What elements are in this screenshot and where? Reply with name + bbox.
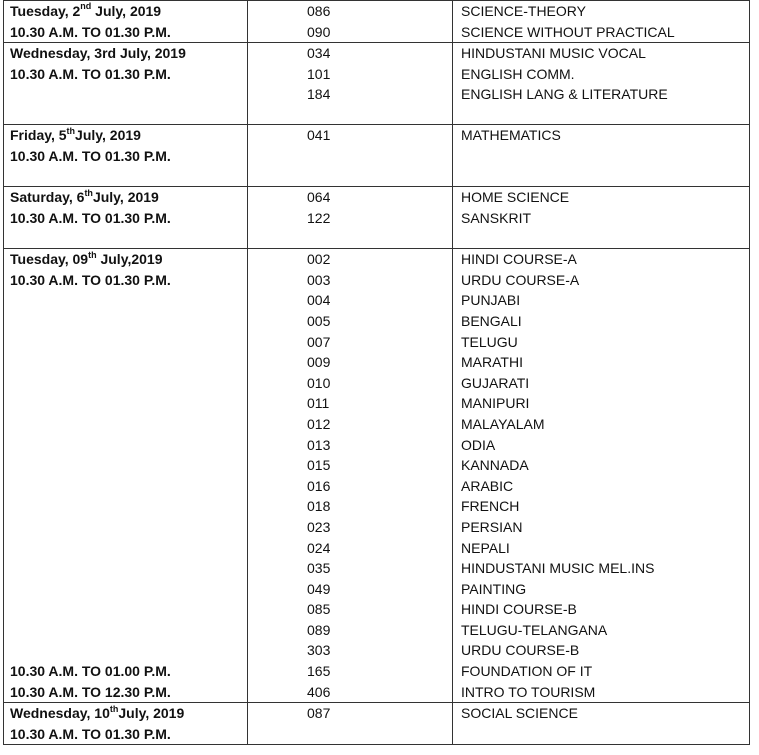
subject-name: TELUGU (461, 333, 518, 350)
subject-name: ENGLISH COMM. (461, 65, 575, 82)
subject-code: 007 (307, 333, 331, 350)
exam-date-text: July, 2019 (92, 189, 159, 206)
session-row (4, 125, 750, 187)
session-row (4, 1, 750, 43)
subject-name: HOME SCIENCE (461, 189, 570, 206)
subject-code: 406 (307, 683, 331, 700)
subject-name: SOCIAL SCIENCE (461, 705, 578, 722)
subject-name: TELUGU-TELANGANA (461, 621, 608, 638)
subject-code: 002 (307, 251, 331, 268)
subject-name: PERSIAN (461, 518, 523, 535)
spacer (10, 455, 247, 476)
spacer (10, 435, 247, 456)
spacer (10, 311, 247, 332)
subject-name: MARATHI (461, 354, 523, 371)
date-time-cell (4, 43, 248, 125)
subject-name: ARABIC (461, 477, 514, 494)
subject-code: 012 (307, 415, 331, 432)
subject-name: SCIENCE-THEORY (461, 3, 586, 19)
spacer (10, 599, 247, 620)
subject-name: ENGLISH LANG & LITERATURE (461, 86, 668, 103)
subject-name: HINDI COURSE-B (461, 601, 577, 618)
exam-date-text: Tuesday, 09 (10, 251, 89, 268)
subject-code: 165 (307, 663, 331, 680)
exam-time: 10.30 A.M. TO 01.00 P.M. (10, 663, 171, 680)
subject-code: 018 (307, 498, 331, 515)
subject-name: MALAYALAM (461, 415, 545, 432)
subject-name: FOUNDATION OF IT (461, 663, 593, 680)
subject-code: 090 (307, 23, 331, 40)
subject-code: 034 (307, 45, 331, 62)
subject-name: BENGALI (461, 312, 522, 329)
exam-date-suffix: nd (80, 1, 92, 12)
exam-schedule-table (3, 0, 750, 745)
subject-name: SCIENCE WITHOUT PRACTICAL (461, 23, 675, 40)
subject-code: 024 (307, 539, 331, 556)
exam-date (10, 1, 247, 22)
subject-code: 013 (307, 436, 331, 453)
session-row (4, 43, 750, 125)
spacer (10, 579, 247, 600)
spacer (10, 620, 247, 641)
exam-date-text: Tuesday, 2 (10, 3, 81, 19)
date-time-cell (4, 187, 248, 249)
subject-name: GUJARATI (461, 374, 530, 391)
code-cell (248, 1, 453, 43)
spacer (10, 393, 247, 414)
subject-code: 087 (307, 705, 331, 722)
subject-code: 023 (307, 518, 331, 535)
subject-cell (453, 187, 750, 249)
spacer (10, 373, 247, 394)
exam-date-text: Wednesday, 10 (10, 705, 110, 722)
subject-code: 184 (307, 86, 331, 103)
spacer (10, 558, 247, 579)
subject-code: 086 (307, 3, 331, 19)
code-cell (248, 43, 453, 125)
spacer (10, 517, 247, 538)
subject-code: 085 (307, 601, 331, 618)
exam-date-text: July, 2019 (118, 705, 185, 722)
subject-code: 011 (307, 395, 330, 412)
spacer (10, 640, 247, 661)
exam-time: 10.30 A.M. TO 01.30 P.M. (10, 65, 171, 82)
code-cell (248, 703, 453, 745)
exam-date (10, 43, 247, 64)
exam-time: 10.30 A.M. TO 01.30 P.M. (10, 147, 171, 164)
subject-name: INTRO TO TOURISM (461, 683, 596, 700)
subject-name: KANNADA (461, 457, 529, 474)
date-time-cell (4, 125, 248, 187)
subject-code: 010 (307, 374, 331, 391)
exam-time: 10.30 A.M. TO 01.30 P.M. (10, 725, 171, 742)
code-cell (248, 249, 453, 703)
spacer (10, 476, 247, 497)
spacer (10, 332, 247, 353)
subject-code: 005 (307, 312, 331, 329)
subject-name: ODIA (461, 436, 496, 453)
exam-date (10, 125, 247, 146)
subject-code: 015 (307, 457, 331, 474)
code-cell (248, 125, 453, 187)
spacer (10, 538, 247, 559)
exam-time: 10.30 A.M. TO 12.30 P.M. (10, 683, 171, 700)
exam-date-suffix: th (88, 249, 97, 260)
exam-time: 10.30 A.M. TO 01.30 P.M. (10, 271, 171, 288)
subject-name: PAINTING (461, 580, 527, 597)
subject-code: 004 (307, 292, 331, 309)
subject-cell (453, 43, 750, 125)
exam-time: 10.30 A.M. TO 01.30 P.M. (10, 209, 171, 226)
exam-date-suffix: th (109, 703, 119, 714)
exam-date-text: Friday, 5 (10, 127, 67, 144)
subject-code: 049 (307, 580, 331, 597)
subject-code: 303 (307, 642, 331, 659)
subject-code: 064 (307, 189, 331, 206)
spacer (10, 496, 247, 517)
subject-name: HINDUSTANI MUSIC MEL.INS (461, 560, 655, 577)
subject-name: URDU COURSE-A (461, 271, 580, 288)
spacer (10, 290, 247, 311)
exam-date-text: July, 2019 (75, 127, 141, 144)
spacer (10, 352, 247, 373)
exam-date-suffix: th (84, 187, 93, 198)
subject-name: URDU COURSE-B (461, 642, 580, 659)
subject-code: 003 (307, 271, 331, 288)
exam-schedule-body (4, 1, 750, 745)
subject-name: MANIPURI (461, 395, 530, 412)
exam-date-text: July, 2019 (91, 3, 162, 19)
subject-code: 041 (307, 127, 331, 144)
subject-cell (453, 1, 750, 43)
date-time-cell (4, 1, 248, 43)
subject-name: SANSKRIT (461, 209, 532, 226)
exam-date-suffix: th (66, 125, 76, 136)
subject-code: 016 (307, 477, 331, 494)
subject-name: HINDI COURSE-A (461, 251, 577, 268)
exam-date-text: July,2019 (96, 251, 163, 268)
exam-date-text: Wednesday, 3rd July, 2019 (10, 45, 186, 62)
subject-code: 101 (307, 65, 331, 82)
subject-name: HINDUSTANI MUSIC VOCAL (461, 45, 646, 62)
session-row (4, 703, 750, 745)
date-time-cell (4, 703, 248, 745)
subject-cell (453, 249, 750, 703)
exam-date (10, 703, 247, 724)
subject-name: PUNJABI (461, 292, 521, 309)
exam-date-text: Saturday, 6 (10, 189, 85, 206)
subject-code: 122 (307, 209, 331, 226)
exam-date (10, 187, 247, 208)
subject-name: FRENCH (461, 498, 520, 515)
code-cell (248, 187, 453, 249)
spacer (10, 84, 247, 105)
subject-name: NEPALI (461, 539, 510, 556)
subject-code: 035 (307, 560, 331, 577)
subject-cell (453, 703, 750, 745)
subject-name: MATHEMATICS (461, 127, 561, 144)
session-row (4, 187, 750, 249)
session-row (4, 249, 750, 703)
subject-code: 009 (307, 354, 331, 371)
exam-time: 10.30 A.M. TO 01.30 P.M. (10, 23, 171, 40)
date-time-cell (4, 249, 248, 703)
exam-date (10, 249, 247, 270)
subject-cell (453, 125, 750, 187)
spacer (10, 414, 247, 435)
subject-code: 089 (307, 621, 331, 638)
